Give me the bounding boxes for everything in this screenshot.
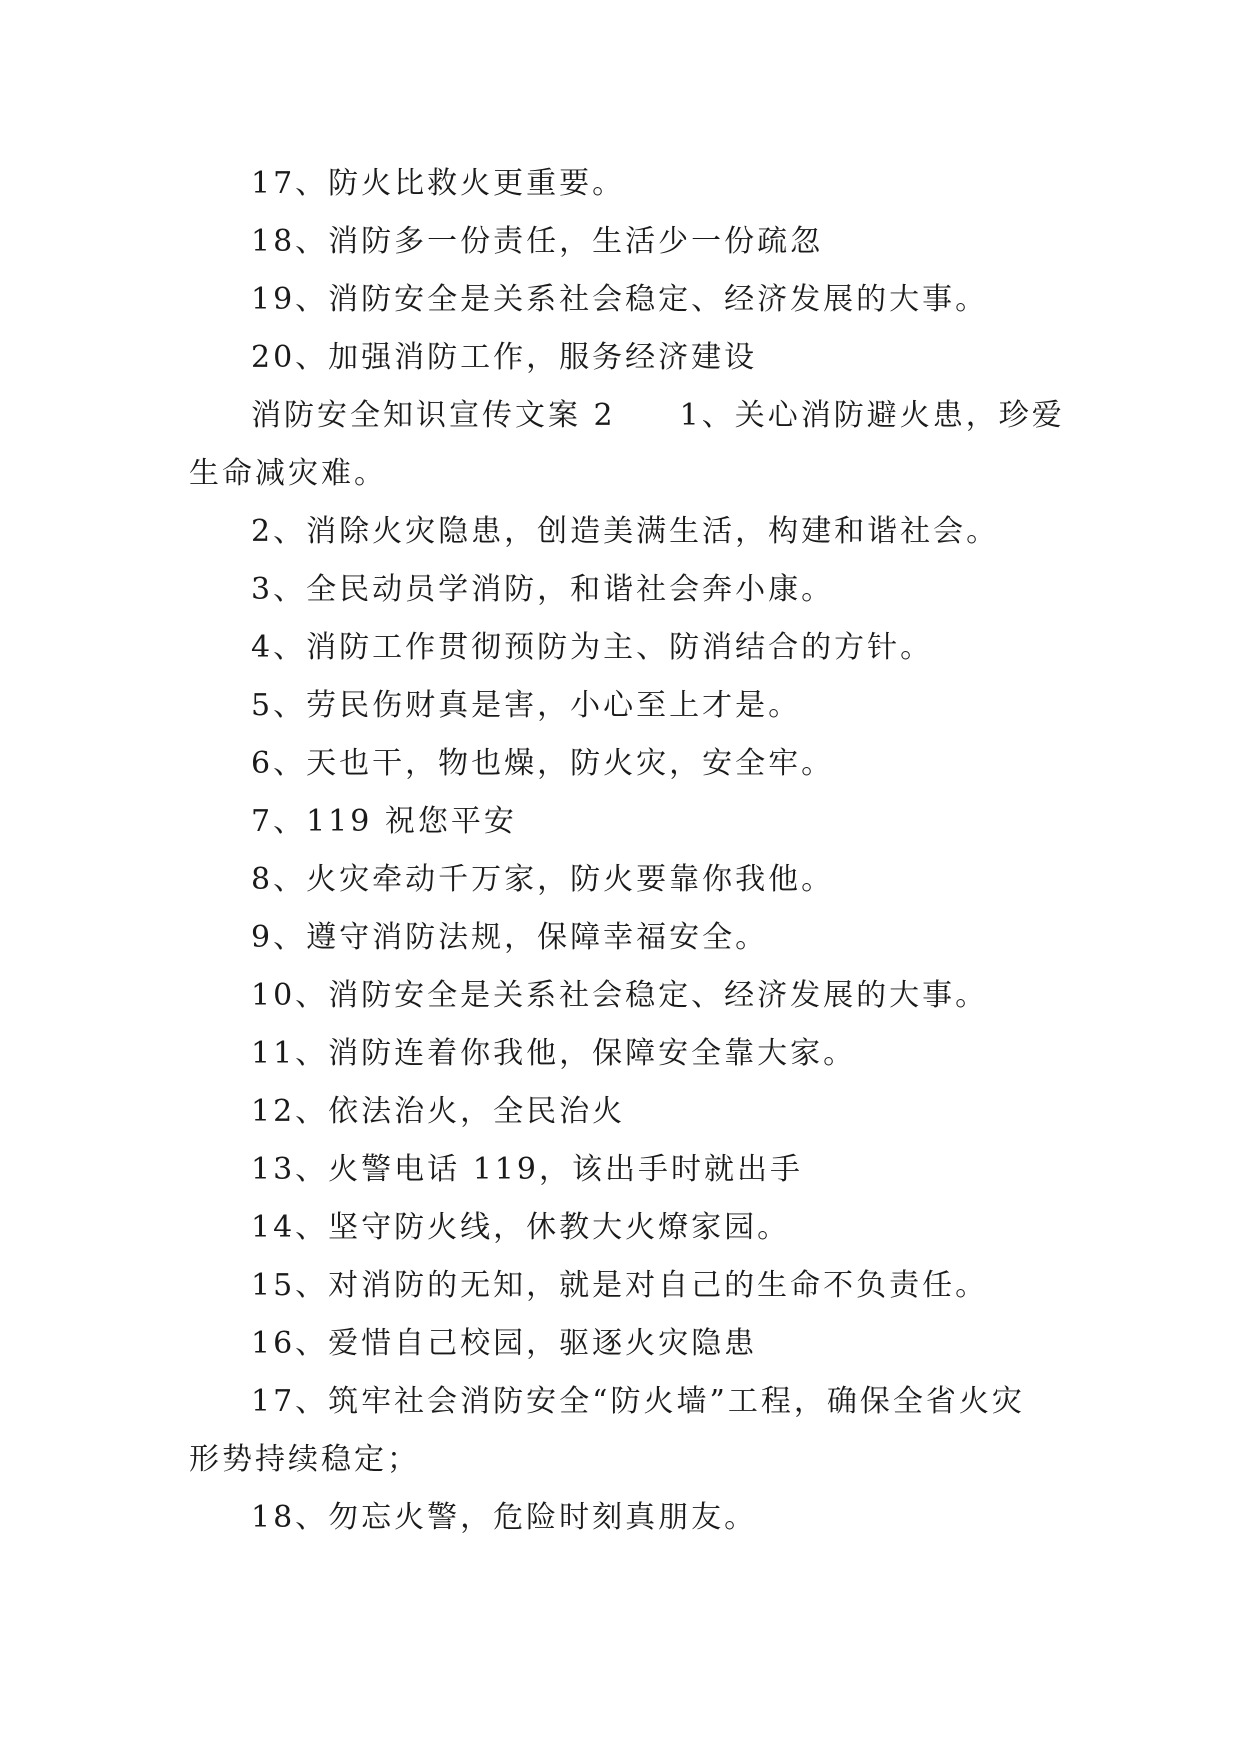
slogan-line: 14、坚守防火线，休教大火燎家园。 <box>251 1210 791 1245</box>
slogan-line: 13、火警电话 119，该出手时就出手 <box>251 1152 803 1187</box>
slogan-line: 17、防火比救火更重要。 <box>251 166 626 201</box>
slogan-line: 11、消防连着你我他，保障安全靠大家。 <box>251 1036 857 1071</box>
section-heading: 消防安全知识宣传文案 2 <box>251 398 616 433</box>
slogan-line-continuation: 形势持续稳定； <box>189 1442 420 1477</box>
slogan-line: 3、全民动员学消防，和谐社会奔小康。 <box>251 572 835 607</box>
document-body <box>189 155 1065 1547</box>
slogan-line: 9、遵守消防法规，保障幸福安全。 <box>251 920 769 955</box>
slogan-line: 16、爱惜自己校园，驱逐火灾隐患 <box>251 1326 758 1361</box>
slogan-line: 6、天也干，物也燥，防火灾，安全牢。 <box>251 746 835 781</box>
slogan-line: 15、对消防的无知，就是对自己的生命不负责任。 <box>251 1268 989 1303</box>
slogan-line: 4、消防工作贯彻预防为主、防消结合的方针。 <box>251 630 934 665</box>
slogan-line: 12、依法治火，全民治火 <box>251 1094 626 1129</box>
slogan-line: 17、筑牢社会消防安全“防火墙”工程，确保全省火灾 <box>251 1384 1025 1419</box>
slogan-line: 7、119 祝您平安 <box>251 804 517 839</box>
slogan-line: 20、加强消防工作，服务经济建设 <box>251 340 758 375</box>
slogan-line: 8、火灾牵动千万家，防火要靠你我他。 <box>251 862 835 897</box>
slogan-line: 10、消防安全是关系社会稳定、经济发展的大事。 <box>251 978 989 1013</box>
slogan-line: 18、消防多一份责任，生活少一份疏忽 <box>251 224 824 259</box>
slogan-line-continuation: 生命减灾难。 <box>189 456 387 491</box>
slogan-line: 19、消防安全是关系社会稳定、经济发展的大事。 <box>251 282 989 317</box>
section-heading-line <box>189 387 1065 445</box>
slogan-line: 2、消除火灾隐患，创造美满生活，构建和谐社会。 <box>251 514 1000 549</box>
slogan-line: 5、劳民伤财真是害，小心至上才是。 <box>251 688 802 723</box>
slogan-line: 18、勿忘火警，危险时刻真朋友。 <box>251 1500 758 1535</box>
slogan-text: 1、关心消防避火患，珍爱 <box>679 398 1065 433</box>
